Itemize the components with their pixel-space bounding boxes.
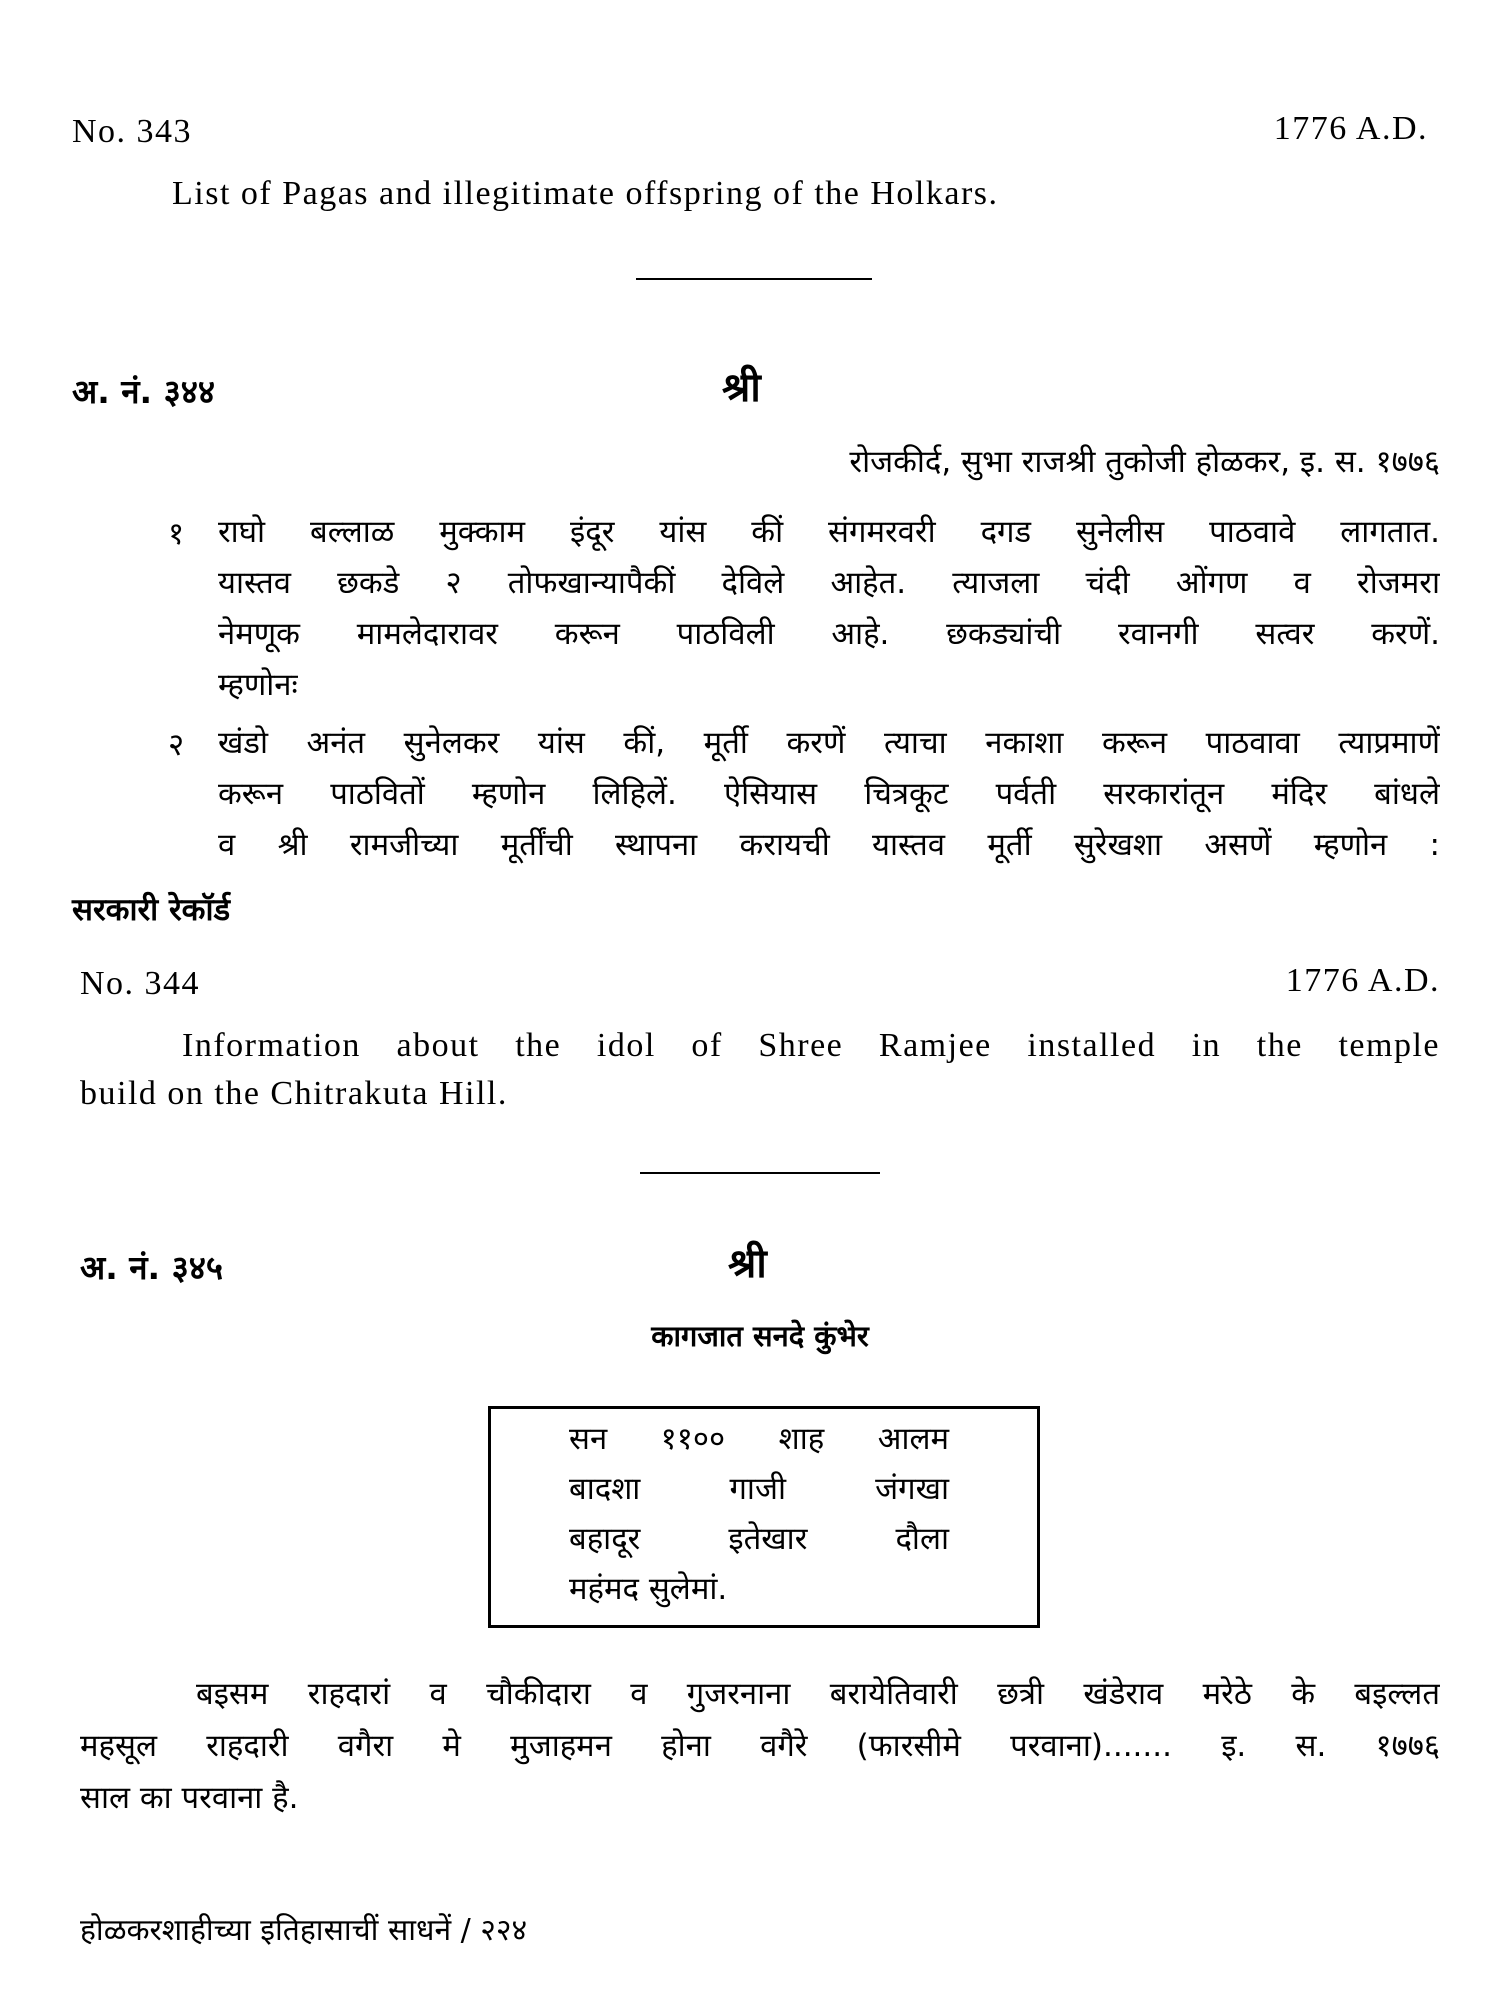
entry-343-number: No. 343 — [72, 113, 193, 150]
entry-345-body-line: साल का परवाना है. — [80, 1780, 299, 1816]
item-2-line: करून पाठवितों म्हणोन लिहिलें. ऐसियास चित्रकूट पर्वती सरकारांतून मंदिर बांधले — [218, 776, 1440, 812]
entry-344-shri: श्री — [722, 365, 761, 411]
item-2-number: २ — [168, 727, 185, 763]
entry-345-body-line: बइसम राहदारां व चौकीदारा व गुजरनाना बरायेतिवारी छत्री खंडेराव मरेठे के बइल्लत — [196, 1676, 1440, 1712]
entry-343-title: List of Pagas and illegitimate offspring of the Holkars. — [172, 175, 999, 212]
sanad-box-line: महंमद सुलेमां. — [569, 1571, 728, 1607]
separator-rule-2 — [640, 1172, 880, 1174]
entry-345-shri: श्री — [728, 1241, 767, 1287]
entry-344-subtitle: रोजकीर्द, सुभा राजश्री तुकोजी होळकर, इ. स. १७७६ — [849, 444, 1440, 480]
entry-344-number: No. 344 — [80, 965, 201, 1002]
page-footer: होळकरशाहीच्या इतिहासाचीं साधनें / २२४ — [80, 1913, 528, 1948]
entry-345-heading-number: अ. नं. ३४५ — [80, 1248, 224, 1287]
entry-345-title: कागजात सनदे कुंभेर — [651, 1319, 869, 1353]
entry-344-source: सरकारी रेकॉर्ड — [72, 892, 231, 928]
item-2-line: व श्री रामजीच्या मूर्तींची स्थापना करायची यास्तव मूर्ती सुरेखशा असणें म्हणोन : — [218, 827, 1440, 863]
entry-344-summary-line: Information about the idol of Shree Ramjee installed in the temple — [182, 1027, 1440, 1064]
sanad-box-line: बादशा गाजी जंगखा — [569, 1471, 949, 1507]
sanad-box-line: सन ११०० शाह आलम — [569, 1421, 949, 1457]
item-1-line: म्हणोनः — [218, 667, 298, 703]
entry-344-date: 1776 A.D. — [1285, 962, 1440, 999]
item-1-line: राघो बल्लाळ मुक्काम इंदूर यांस कीं संगमरवरी दगड सुनेलीस पाठवावे लागतात. — [218, 514, 1440, 550]
separator-rule-1 — [636, 278, 872, 280]
entry-343-date: 1776 A.D. — [1273, 110, 1428, 147]
entry-345-body-line: महसूल राहदारी वगैरा मे मुजाहमन होना वगैरे (फारसीमे परवाना)....... इ. स. १७७६ — [80, 1728, 1440, 1764]
entry-344-heading-number: अ. नं. ३४४ — [72, 372, 216, 411]
sanad-box — [488, 1406, 1040, 1628]
sanad-box-line: बहादूर इतेखार दौला — [569, 1521, 949, 1557]
entry-344-summary-line: build on the Chitrakuta Hill. — [80, 1075, 508, 1112]
item-2-line: खंडो अनंत सुनेलकर यांस कीं, मूर्ती करणें त्याचा नकाशा करून पाठवावा त्याप्रमाणें — [218, 725, 1440, 761]
item-1-line: यास्तव छकडे २ तोफखान्यापैकीं देविले आहेत. त्याजला चंदी ओंगण व रोजमरा — [218, 565, 1440, 601]
item-1-line: नेमणूक मामलेदारावर करून पाठविली आहे. छकड्यांची रवानगी सत्वर करणें. — [218, 616, 1440, 652]
item-1-number: १ — [168, 516, 185, 552]
